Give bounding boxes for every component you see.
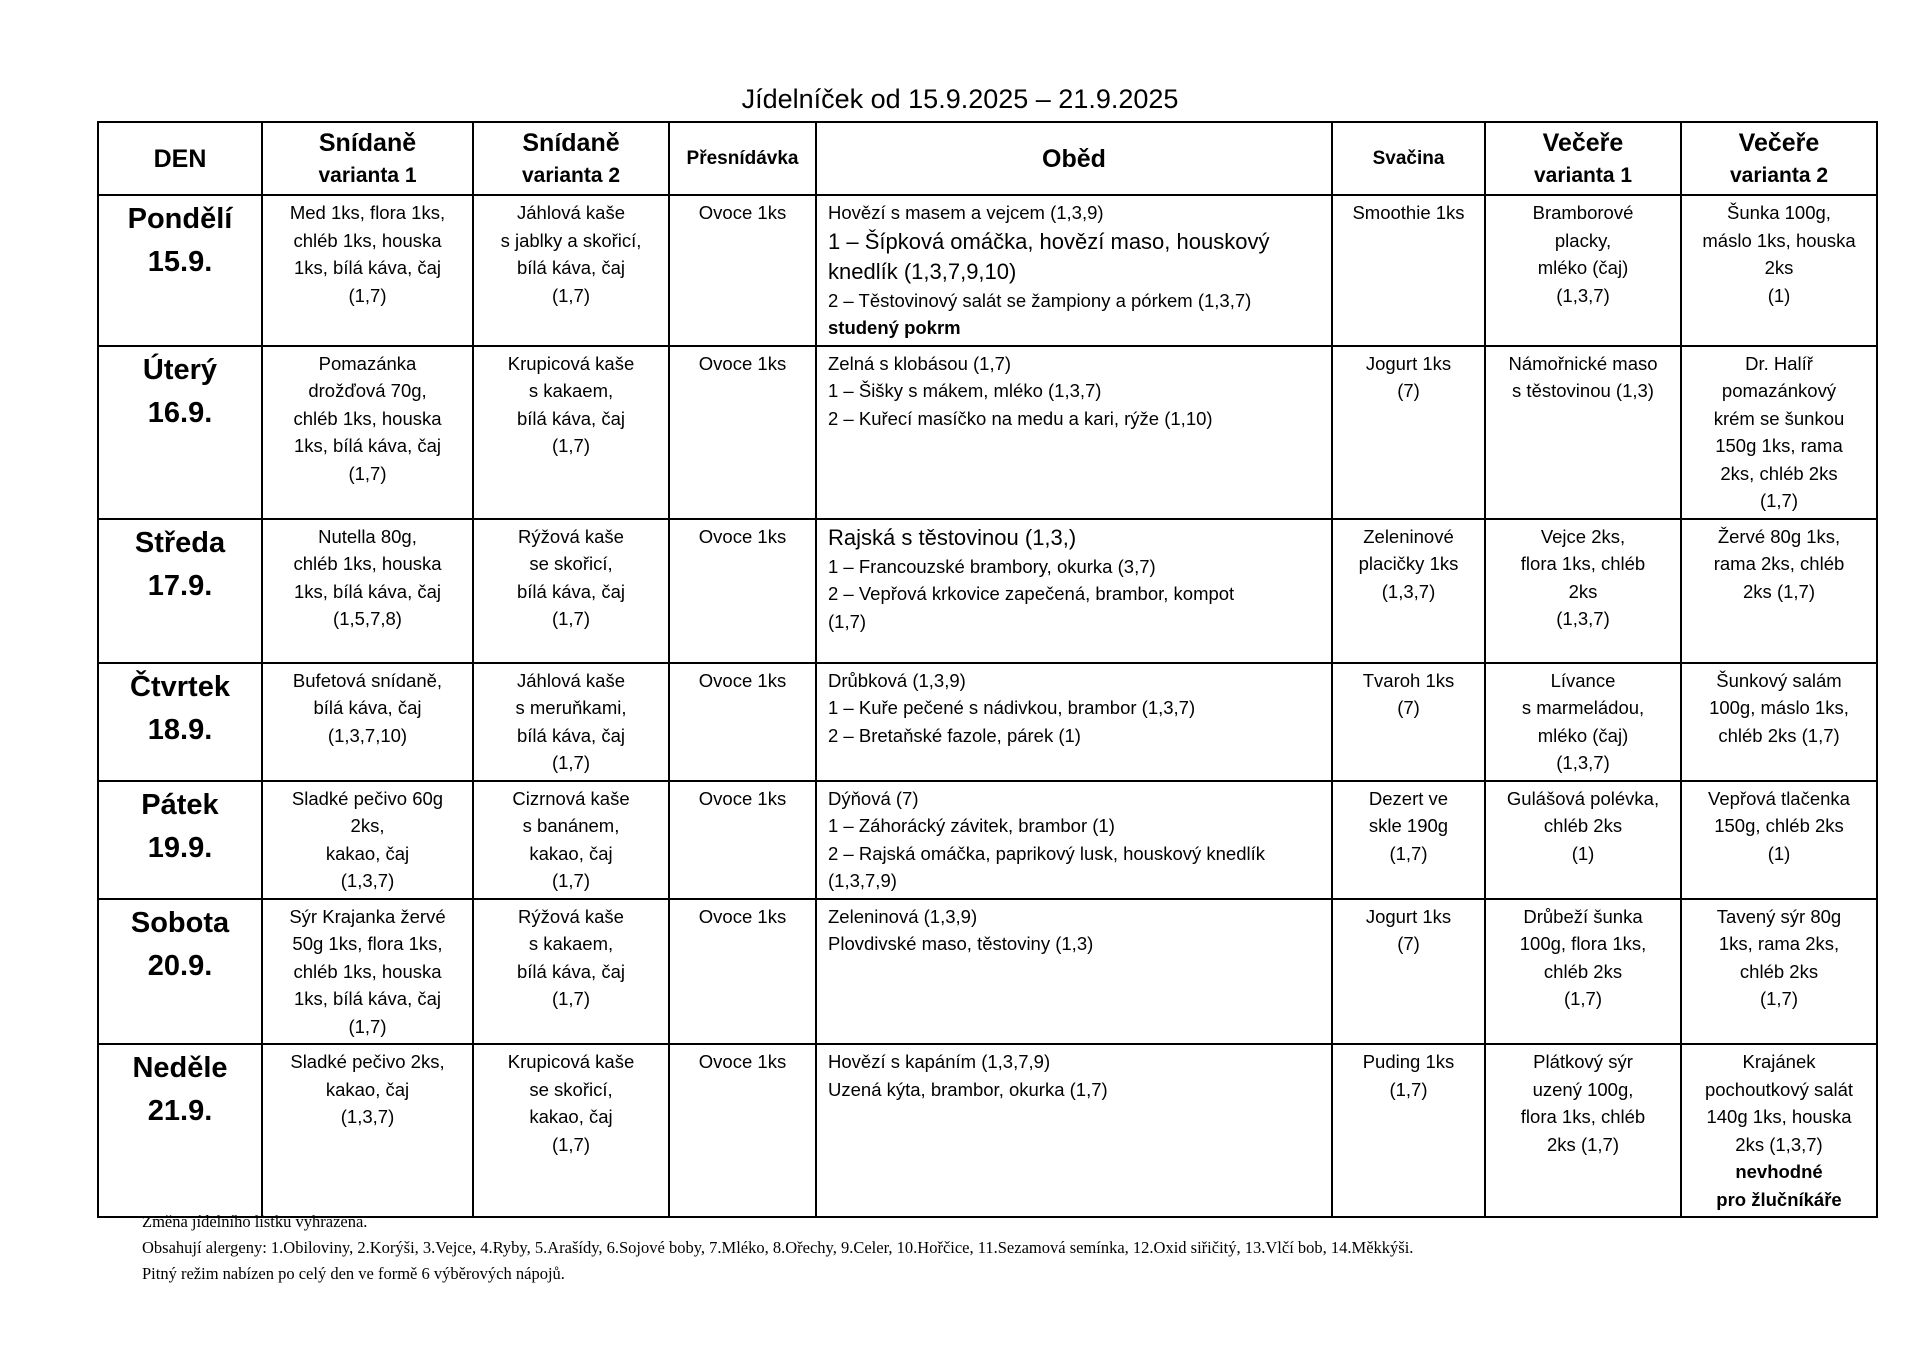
day-name: Pátek xyxy=(141,788,219,821)
footer-notes xyxy=(142,1209,1882,1287)
vecere1-line: Vejce 2ks, xyxy=(1540,525,1626,547)
svacina-line: (1,7) xyxy=(1389,842,1428,864)
obed-line: (1,7) xyxy=(828,610,867,632)
obed-line: 2 – Kuřecí masíčko na medu a kari, rýže (1,10) xyxy=(828,407,1213,429)
presnidavka-line: Ovoce 1ks xyxy=(698,905,787,927)
obed-line: 2 – Bretaňské fazole, párek (1) xyxy=(828,724,1081,746)
snidane1-line: Bufetová snídaně, xyxy=(292,669,443,691)
snidane2-line: s kakaem, xyxy=(528,380,614,401)
vecere1-line: (1) xyxy=(1571,842,1595,864)
cell-snidane2 xyxy=(473,519,669,663)
vecere2-line: Tavený sýr 80g xyxy=(1716,905,1842,927)
svacina-line: (7) xyxy=(1397,380,1420,401)
footer-change-note: Změna jídelního lístku vyhrazena. xyxy=(142,1212,368,1231)
header-snidane-2 xyxy=(473,122,669,195)
snidane1-line: (1,7) xyxy=(348,284,387,306)
snidane2-line: bílá káva, čaj xyxy=(517,960,625,982)
cell-presnidavka xyxy=(669,346,816,519)
cell-snidane1 xyxy=(262,899,473,1045)
vecere2-line: 1ks, rama 2ks, xyxy=(1718,933,1840,954)
day-date: 19.9. xyxy=(147,831,213,864)
header-obed: Oběd xyxy=(816,122,1332,195)
cell-vecere1 xyxy=(1485,1044,1681,1217)
header-snidane-2-variant: varianta 2 xyxy=(521,163,621,187)
presnidavka-line: Ovoce 1ks xyxy=(698,525,787,547)
vecere1-line: 2ks xyxy=(1568,580,1598,602)
vecere2-line: pochoutkový salát xyxy=(1704,1078,1854,1100)
presnidavka-line: Ovoce 1ks xyxy=(698,352,787,374)
obed-line: Plovdivské maso, těstoviny (1,3) xyxy=(828,933,1094,954)
cell-vecere2 xyxy=(1681,519,1877,663)
snidane2-line: (1,7) xyxy=(551,284,591,306)
snidane2-line: bílá káva, čaj xyxy=(517,724,625,746)
snidane2-line: kakao, čaj xyxy=(529,1106,613,1127)
day-name: Úterý xyxy=(142,353,218,386)
snidane2-line: Rýžová kaše xyxy=(518,905,624,927)
vecere2-line: Dr. Halíř xyxy=(1745,352,1813,374)
obed-line: Dýňová (7) xyxy=(828,787,919,809)
snidane1-line: (1,3,7) xyxy=(340,1106,395,1127)
snidane2-line: s banánem, xyxy=(522,815,620,836)
snidane1-line: Sladké pečivo 60g xyxy=(291,787,444,809)
day-name: Neděle xyxy=(132,1052,228,1084)
cell-vecere2 xyxy=(1681,1044,1877,1217)
svacina-line: Jogurt 1ks xyxy=(1365,352,1452,374)
cell-vecere1 xyxy=(1485,519,1681,663)
header-snidane-1 xyxy=(262,122,473,195)
cell-snidane2 xyxy=(473,781,669,899)
vecere1-line: (1,7) xyxy=(1563,988,1603,1009)
vecere2-line: 2ks (1,3,7) xyxy=(1735,1133,1823,1155)
svacina-line: Tvaroh 1ks xyxy=(1362,669,1455,691)
vecere2-warning-line: nevhodné xyxy=(1735,1161,1823,1182)
obed-line: 1 – Kuře pečené s nádivkou, brambor (1,3,7) xyxy=(828,697,1196,718)
vecere2-line: rama 2ks, chléb xyxy=(1713,553,1845,574)
vecere2-line: Šunka 100g, xyxy=(1727,202,1831,223)
snidane1-line: kakao, čaj xyxy=(325,1078,410,1100)
cell-snidane1 xyxy=(262,663,473,781)
cell-presnidavka xyxy=(669,1044,816,1217)
snidane1-line: 1ks, bílá káva, čaj xyxy=(293,435,442,456)
cell-svacina xyxy=(1332,781,1485,899)
cell-snidane2 xyxy=(473,195,669,346)
obed-line: 2 – Těstovinový salát se žampiony a pórkem (1,3,7) xyxy=(828,289,1252,311)
vecere1-line: (1,3,7) xyxy=(1556,752,1610,773)
header-vecere-2-variant: varianta 2 xyxy=(1729,163,1829,187)
snidane2-line: (1,7) xyxy=(551,1133,591,1155)
snidane1-line: chléb 1ks, houska xyxy=(293,960,442,982)
snidane1-line: (1,3,7) xyxy=(340,870,395,891)
vecere1-line: s těstovinou (1,3) xyxy=(1512,380,1654,401)
snidane2-line: bílá káva, čaj xyxy=(517,257,625,278)
cell-snidane1 xyxy=(262,346,473,519)
vecere1-line: 2ks (1,7) xyxy=(1547,1133,1619,1155)
vecere2-line: 2ks, chléb 2ks xyxy=(1720,462,1838,484)
snidane2-line: s jablky a skořicí, xyxy=(500,229,642,251)
svacina-line: Smoothie 1ks xyxy=(1352,202,1465,223)
obed-line: (1,3,7,9) xyxy=(828,870,897,891)
page-title: Jídelníček od 15.9.2025 – 21.9.2025 xyxy=(741,84,1179,114)
presnidavka-line: Ovoce 1ks xyxy=(698,669,787,691)
snidane1-line: drožďová 70g, xyxy=(308,380,427,401)
vecere2-line: 100g, máslo 1ks, xyxy=(1709,697,1849,718)
footer-allergens: Obsahují alergeny: 1.Obiloviny, 2.Korýši, 3.Vejce, 4.Ryby, 5.Arašídy, 6.Sojové boby, 7.Mléko, 8.Ořechy, 9.Celer, 10.Hořčice, 11.Sezamová semínka, 12.Oxid siřičitý, 13.Vlčí bob, 14.Měkkýši. xyxy=(142,1238,1414,1257)
cell-obed xyxy=(816,899,1332,1045)
obed-line: 1 – Šišky s mákem, mléko (1,3,7) xyxy=(828,380,1102,401)
svacina-line: skle 190g xyxy=(1368,815,1449,836)
day-date: 21.9. xyxy=(147,1095,213,1127)
snidane2-line: (1,7) xyxy=(551,608,591,629)
day-row xyxy=(98,1044,1877,1217)
day-name: Čtvrtek xyxy=(130,670,230,703)
cell-obed xyxy=(816,663,1332,781)
vecere1-line: uzený 100g, xyxy=(1532,1078,1634,1100)
day-date: 16.9. xyxy=(147,396,213,429)
cell-svacina xyxy=(1332,899,1485,1045)
snidane2-line: s meruňkami, xyxy=(515,697,627,718)
vecere2-line: 140g 1ks, houska xyxy=(1706,1106,1852,1127)
obed-line: Rajská s těstovinou (1,3,) xyxy=(828,524,1077,550)
cell-snidane2 xyxy=(473,663,669,781)
obed-line: Uzená kýta, brambor, okurka (1,7) xyxy=(828,1078,1108,1100)
snidane1-line: chléb 1ks, houska xyxy=(293,553,442,574)
cell-obed xyxy=(816,195,1332,346)
snidane2-line: Krupicová kaše xyxy=(507,352,635,374)
cell-vecere2 xyxy=(1681,346,1877,519)
day-cell xyxy=(98,1044,262,1217)
header-snidane-2-title: Snídaně xyxy=(522,128,620,157)
header-row xyxy=(98,122,1877,195)
vecere1-line: Drůbeží šunka xyxy=(1523,905,1643,927)
svacina-line: Zeleninové xyxy=(1363,525,1454,547)
vecere2-line: chléb 2ks xyxy=(1739,960,1819,982)
obed-line: Zelná s klobásou (1,7) xyxy=(828,352,1012,374)
snidane1-line: Nutella 80g, xyxy=(318,525,417,547)
svacina-line: (7) xyxy=(1397,933,1420,954)
obed-line: 1 – Záhorácký závitek, brambor (1) xyxy=(828,815,1115,836)
snidane2-line: s kakaem, xyxy=(528,933,614,954)
vecere1-line: chléb 2ks xyxy=(1543,960,1623,982)
snidane2-line: (1,7) xyxy=(551,752,591,773)
cell-snidane1 xyxy=(262,519,473,663)
cell-presnidavka xyxy=(669,899,816,1045)
snidane2-line: (1,7) xyxy=(551,435,591,456)
cell-snidane1 xyxy=(262,1044,473,1217)
day-cell xyxy=(98,346,262,519)
svacina-line: Puding 1ks xyxy=(1362,1051,1455,1072)
cell-presnidavka xyxy=(669,195,816,346)
presnidavka-line: Ovoce 1ks xyxy=(698,202,787,223)
cell-obed xyxy=(816,346,1332,519)
vecere2-line: Krajánek xyxy=(1742,1051,1816,1072)
snidane1-line: (1,3,7,10) xyxy=(327,724,408,746)
vecere1-line: Plátkový sýr xyxy=(1533,1051,1633,1072)
vecere1-line: s marmeládou, xyxy=(1521,697,1645,718)
snidane2-line: se skořicí, xyxy=(529,1078,613,1100)
vecere1-line: flora 1ks, chléb xyxy=(1520,1106,1646,1127)
vecere2-warning-line: pro žlučníkáře xyxy=(1716,1188,1842,1210)
day-date: 18.9. xyxy=(147,713,213,746)
day-date: 20.9. xyxy=(147,949,213,982)
vecere1-line: flora 1ks, chléb xyxy=(1520,553,1646,574)
vecere2-line: 150g, chléb 2ks xyxy=(1714,815,1844,836)
cell-svacina xyxy=(1332,1044,1485,1217)
vecere1-line: Bramborové xyxy=(1532,202,1634,223)
svacina-line: Jogurt 1ks xyxy=(1365,905,1452,927)
vecere2-line: (1) xyxy=(1767,842,1791,864)
vecere2-line: pomazánkový xyxy=(1721,380,1837,401)
vecere2-line: 2ks (1,7) xyxy=(1743,580,1815,602)
day-cell xyxy=(98,781,262,899)
day-date: 17.9. xyxy=(147,569,213,602)
day-row xyxy=(98,781,1877,899)
vecere1-line: (1,3,7) xyxy=(1556,608,1610,629)
svacina-line: (7) xyxy=(1397,697,1420,718)
day-cell xyxy=(98,195,262,346)
header-snidane-1-title: Snídaně xyxy=(318,128,417,157)
header-vecere-1-title: Večeře xyxy=(1542,128,1624,157)
cell-presnidavka xyxy=(669,663,816,781)
svacina-line: placičky 1ks xyxy=(1358,553,1459,574)
cell-snidane1 xyxy=(262,781,473,899)
cell-vecere2 xyxy=(1681,195,1877,346)
snidane2-line: Cizrnová kaše xyxy=(512,787,630,809)
vecere2-line: (1) xyxy=(1767,284,1791,306)
cell-vecere2 xyxy=(1681,899,1877,1045)
cell-snidane2 xyxy=(473,1044,669,1217)
cell-vecere2 xyxy=(1681,781,1877,899)
header-vecere-1-variant: varianta 1 xyxy=(1533,163,1633,187)
vecere1-line: Lívance xyxy=(1550,669,1616,691)
obed-line: knedlík (1,3,7,9,10) xyxy=(828,258,1017,284)
header-vecere-2-title: Večeře xyxy=(1738,128,1820,157)
menu-body xyxy=(98,195,1877,1217)
day-name: Sobota xyxy=(130,906,230,939)
snidane2-line: Jáhlová kaše xyxy=(517,669,625,691)
snidane1-line: Sladké pečivo 2ks, xyxy=(290,1051,445,1072)
obed-line: Hovězí s masem a vejcem (1,3,9) xyxy=(828,202,1104,223)
cell-vecere1 xyxy=(1485,195,1681,346)
vecere1-line: mléko (čaj) xyxy=(1537,257,1629,278)
obed-line: 1 – Francouzské brambory, okurka (3,7) xyxy=(828,555,1156,577)
presnidavka-line: Ovoce 1ks xyxy=(698,787,787,809)
svacina-line: (1,7) xyxy=(1389,1078,1428,1100)
snidane2-line: kakao, čaj xyxy=(529,842,613,864)
snidane1-line: (1,7) xyxy=(348,462,387,484)
snidane2-line: se skořicí, xyxy=(529,553,613,574)
vecere2-line: Šunkový salám xyxy=(1716,669,1842,691)
snidane2-line: Krupicová kaše xyxy=(507,1051,635,1072)
day-row xyxy=(98,663,1877,781)
vecere1-line: (1,3,7) xyxy=(1556,284,1610,306)
snidane1-line: Med 1ks, flora 1ks, xyxy=(289,202,446,223)
svacina-line: Dezert ve xyxy=(1368,787,1449,809)
vecere2-line: 150g 1ks, rama xyxy=(1715,435,1843,456)
cell-presnidavka xyxy=(669,781,816,899)
header-svacina: Svačina xyxy=(1332,122,1485,195)
snidane1-line: kakao, čaj xyxy=(325,842,410,864)
cell-vecere1 xyxy=(1485,781,1681,899)
day-name: Středa xyxy=(134,526,226,559)
obed-line: Hovězí s kapáním (1,3,7,9) xyxy=(828,1051,1051,1072)
snidane1-line: (1,7) xyxy=(348,1015,387,1037)
header-presnidavka: Přesnídávka xyxy=(669,122,816,195)
vecere1-line: Gulášová polévka, xyxy=(1506,787,1660,809)
snidane1-line: Pomazánka xyxy=(318,352,417,374)
obed-line: 1 – Šípková omáčka, hovězí maso, houskový xyxy=(828,228,1270,254)
day-row xyxy=(98,899,1877,1045)
cell-snidane1 xyxy=(262,195,473,346)
snidane2-line: (1,7) xyxy=(551,870,591,891)
snidane1-line: 2ks, xyxy=(350,815,385,836)
day-cell xyxy=(98,899,262,1045)
day-name: Pondělí xyxy=(127,203,233,235)
vecere1-line: Námořnické maso xyxy=(1508,352,1658,374)
cell-vecere1 xyxy=(1485,899,1681,1045)
cell-snidane2 xyxy=(473,899,669,1045)
vecere1-line: chléb 2ks xyxy=(1543,815,1623,836)
cell-vecere1 xyxy=(1485,346,1681,519)
snidane2-line: Jáhlová kaše xyxy=(517,202,625,223)
cell-svacina xyxy=(1332,519,1485,663)
snidane2-line: bílá káva, čaj xyxy=(517,580,625,602)
cell-obed xyxy=(816,781,1332,899)
day-cell xyxy=(98,519,262,663)
snidane1-line: chléb 1ks, houska xyxy=(293,407,442,429)
header-vecere-2 xyxy=(1681,122,1877,195)
snidane1-line: bílá káva, čaj xyxy=(313,697,422,718)
cell-vecere2 xyxy=(1681,663,1877,781)
cell-vecere1 xyxy=(1485,663,1681,781)
vecere1-line: 100g, flora 1ks, xyxy=(1519,933,1647,954)
header-den: DEN xyxy=(98,122,262,195)
snidane1-line: 50g 1ks, flora 1ks, xyxy=(292,933,443,954)
cell-presnidavka xyxy=(669,519,816,663)
vecere2-line: krém se šunkou xyxy=(1713,407,1845,429)
obed-line: studený pokrm xyxy=(828,317,961,338)
obed-line: 2 – Vepřová krkovice zapečená, brambor, kompot xyxy=(828,583,1235,604)
vecere2-line: chléb 2ks (1,7) xyxy=(1718,724,1840,746)
day-row xyxy=(98,519,1877,663)
vecere1-line: mléko (čaj) xyxy=(1537,724,1629,746)
cell-obed xyxy=(816,1044,1332,1217)
snidane1-line: 1ks, bílá káva, čaj xyxy=(293,580,442,602)
obed-line: Zeleninová (1,3,9) xyxy=(828,905,978,927)
snidane2-line: Rýžová kaše xyxy=(518,525,624,547)
snidane1-line: Sýr Krajanka žervé xyxy=(289,905,446,927)
cell-snidane2 xyxy=(473,346,669,519)
vecere2-line: 2ks xyxy=(1764,257,1794,278)
snidane1-line: 1ks, bílá káva, čaj xyxy=(293,988,442,1009)
footer-drinks: Pitný režim nabízen po celý den ve formě 6 výběrových nápojů. xyxy=(142,1264,565,1283)
snidane1-line: 1ks, bílá káva, čaj xyxy=(293,257,442,278)
cell-obed xyxy=(816,519,1332,663)
snidane1-line: chléb 1ks, houska xyxy=(293,229,442,251)
obed-line: 2 – Rajská omáčka, paprikový lusk, houskový knedlík xyxy=(828,842,1266,864)
day-cell xyxy=(98,663,262,781)
presnidavka-line: Ovoce 1ks xyxy=(698,1051,787,1072)
day-date: 15.9. xyxy=(147,246,213,278)
snidane1-line: (1,5,7,8) xyxy=(333,608,402,629)
vecere2-line: máslo 1ks, houska xyxy=(1702,229,1856,251)
cell-svacina xyxy=(1332,663,1485,781)
svacina-line: (1,3,7) xyxy=(1381,580,1436,602)
day-row xyxy=(98,195,1877,346)
cell-svacina xyxy=(1332,195,1485,346)
header-vecere-1 xyxy=(1485,122,1681,195)
day-row xyxy=(98,346,1877,519)
vecere2-line: (1,7) xyxy=(1759,988,1799,1009)
vecere2-line: Vepřová tlačenka xyxy=(1708,787,1850,809)
vecere2-line: Žervé 80g 1ks, xyxy=(1717,525,1841,547)
snidane2-line: bílá káva, čaj xyxy=(517,407,625,429)
vecere1-line: placky, xyxy=(1554,229,1612,251)
vecere2-line: (1,7) xyxy=(1759,490,1799,511)
header-snidane-1-variant: varianta 1 xyxy=(318,163,417,187)
obed-line: Drůbková (1,3,9) xyxy=(828,669,966,691)
cell-svacina xyxy=(1332,346,1485,519)
snidane2-line: (1,7) xyxy=(551,988,591,1009)
menu-table xyxy=(97,121,1878,1218)
